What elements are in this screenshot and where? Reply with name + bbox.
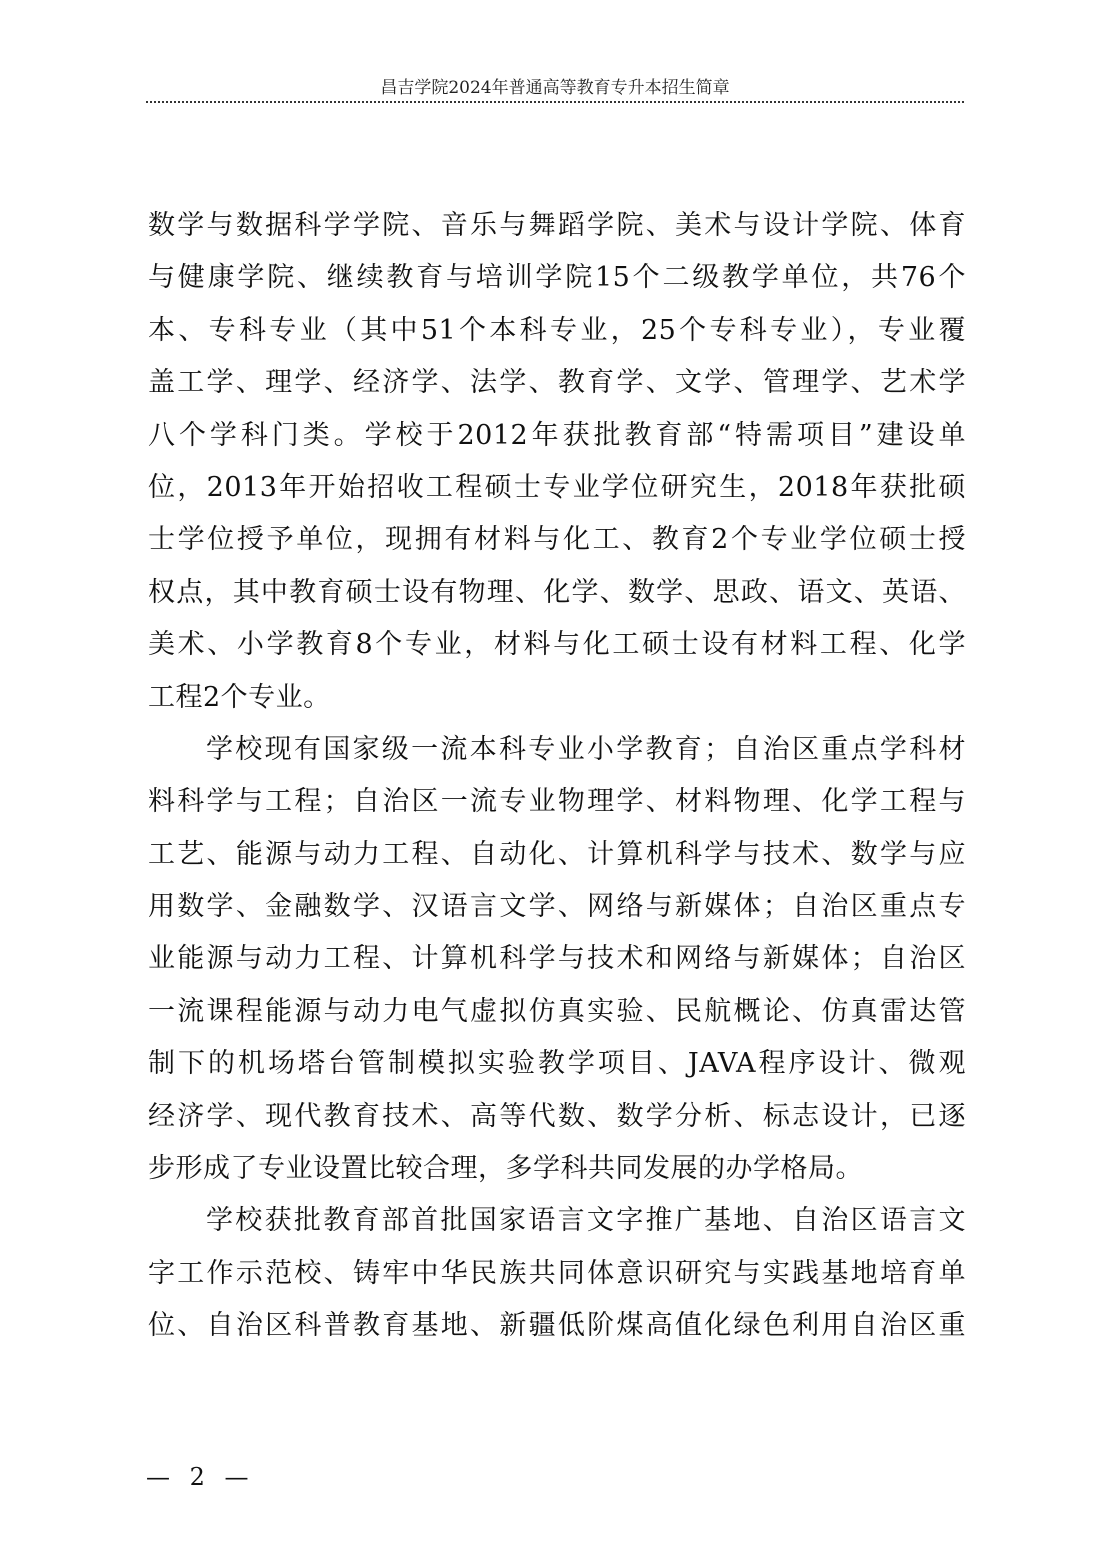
text-line: 数学与数据科学学院、音乐与舞蹈学院、美术与设计学院、体育 (148, 210, 966, 241)
paragraph-start-line: 学校现有国家级一流本科专业小学教育；自治区重点学科材 (206, 733, 966, 765)
text-line: 用数学、金融数学、汉语言文学、网络与新媒体；自治区重点专 (148, 891, 966, 923)
text-line: 工艺、能源与动力工程、自动化、计算机科学与技术、数学与应 (148, 838, 966, 870)
text-line: 工程2个专业。 (148, 681, 331, 713)
text-line: 盖工学、理学、经济学、法学、教育学、文学、管理学、艺术学 (148, 367, 966, 399)
text-line: 业能源与动力工程、计算机科学与技术和网络与新媒体；自治区 (148, 943, 966, 975)
page-number: — 2 — (146, 1463, 255, 1491)
text-line: 八个学科门类。学校于2012年获批教育部“特需项目”建设单 (148, 419, 966, 451)
text-line: 权点，其中教育硕士设有物理、化学、数学、思政、语文、英语、 (148, 576, 966, 608)
text-line: 制下的机场塔台管制模拟实验教学项目、JAVA程序设计、微观 (148, 1048, 966, 1080)
text-line: 料科学与工程；自治区一流专业物理学、材料物理、化学工程与 (148, 786, 966, 818)
text-line: 本、专科专业（其中51个本科专业，25个专科专业），专业覆 (148, 314, 966, 346)
text-line: 经济学、现代教育技术、高等代数、数学分析、标志设计，已逐 (148, 1100, 966, 1132)
paragraph-start-line: 学校获批教育部首批国家语言文字推广基地、自治区语言文 (206, 1205, 966, 1237)
text-line: 与健康学院、继续教育与培训学院15个二级教学单位，共76个 (148, 262, 966, 294)
header-divider (146, 101, 964, 103)
running-header: 昌吉学院2024年普通高等教育专升本招生简章 (380, 78, 730, 98)
document-body (148, 200, 966, 1353)
text-line: 字工作示范校、铸牢中华民族共同体意识研究与实践基地培育单 (148, 1257, 966, 1289)
text-line: 位，2013年开始招收工程硕士专业学位研究生，2018年获批硕 (148, 471, 966, 503)
text-line: 美术、小学教育8个专业，材料与化工硕士设有材料工程、化学 (148, 629, 966, 661)
text-line: 位、自治区科普教育基地、新疆低阶煤高值化绿色利用自治区重 (148, 1310, 966, 1342)
text-line: 一流课程能源与动力电气虚拟仿真实验、民航概论、仿真雷达管 (148, 995, 966, 1027)
text-line: 步形成了专业设置比较合理，多学科共同发展的办学格局。 (148, 1153, 863, 1185)
text-line: 士学位授予单位，现拥有材料与化工、教育2个专业学位硕士授 (148, 524, 966, 556)
